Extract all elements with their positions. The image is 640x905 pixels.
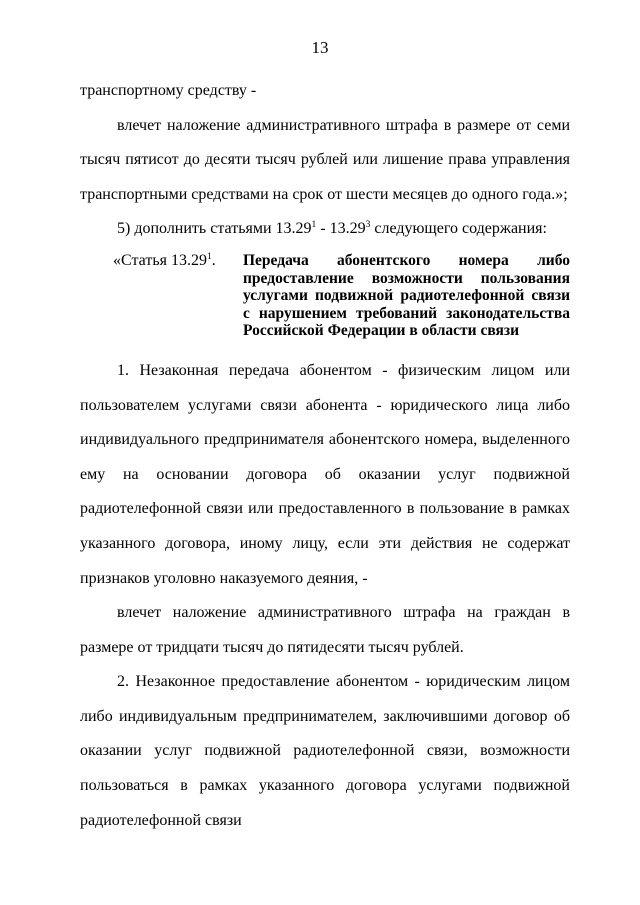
paragraph-sanction-citizens: влечет наложение административного штрафа на граждан в размере от тридцати тысяч до пятидесяти тысяч рублей. [80,604,570,656]
article-superscript-3: 3 [365,220,371,231]
article-label-period: . [211,251,216,269]
article-title: Передача абонентского номера либо предоставление возможности пользования услугами подвижной радиотелефонной связи с нарушением требований законодательства Российской Федерации в области связи [243,251,570,340]
paragraph-part-1: 1. Незаконная передача абонентом - физическим лицом или пользователем услугами связи абонента - юридического лица либо индивидуального предпринимателя абонентского номера, выделенного ему на основании договора об оказании услуг подвижной радиотелефонной связи или предоставленного в пользование в рамках указанного договора, иному лицу, если эти действия не содержат признаков уголовно наказуемого деяния, - [80,361,570,587]
paragraph-amend-item [80,212,570,247]
document-body [80,74,570,838]
article-label-superscript: 1 [206,251,212,262]
page-number: 13 [311,38,329,57]
amend-item-text-before: 5) дополнить статьями 13.29 [117,220,312,238]
paragraph-part-2: 2. Незаконное предоставление абонентом - юридическим лицом либо индивидуальным предпринимателем, заключившими договор об оказании услуг подвижной радиотелефонной связи, возможности пользоваться в рамках указанного договора услугами подвижной радиотелефонной связи [80,673,570,829]
article-label-text: «Статья 13.29 [113,251,207,269]
paragraph-sanction-vehicle: влечет наложение административного штрафа в размере от семи тысяч пятисот до десяти тысяч рублей или лишение права управления транспортными средствами на срок от шести месяцев до одного года.»; [80,116,570,203]
paragraph-continuation: транспортному средству - [80,82,257,99]
article-superscript-1: 1 [311,220,317,231]
article-heading [113,252,570,340]
amend-item-text-between: - 13.29 [316,220,366,238]
amend-item-text-after: следующего содержания: [370,220,547,238]
article-number-label [113,252,243,340]
